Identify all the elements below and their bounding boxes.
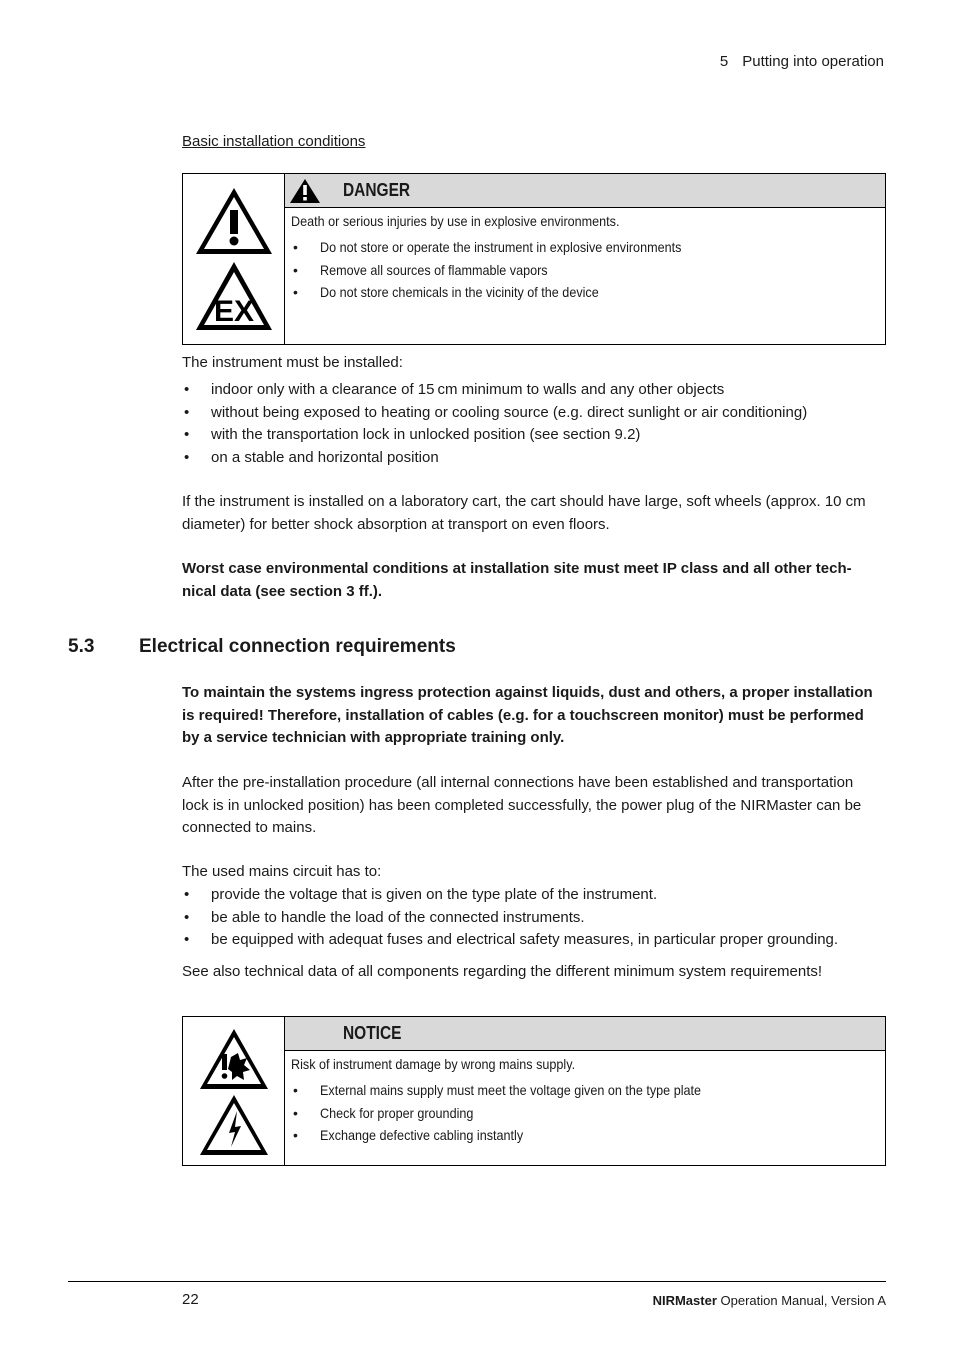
danger-list bbox=[291, 236, 879, 304]
worst-case-note: Worst case environmental conditions at installation site must meet IP class and all other tech-nical data (see section 3 ff.). bbox=[182, 560, 852, 600]
danger-signal-bar bbox=[285, 174, 885, 208]
danger-lead: Death or serious injuries by use in explosive environments. bbox=[291, 213, 620, 229]
warning-triangle-icon bbox=[289, 178, 321, 204]
list-item: • Do not store chemicals in the vicinity of the device bbox=[291, 281, 879, 304]
page-number: 22 bbox=[182, 1291, 199, 1308]
list-item: • indoor only with a clearance of 15 cm minimum to walls and any other objects bbox=[182, 379, 902, 402]
notice-icons bbox=[183, 1017, 285, 1165]
svg-text:EX: EX bbox=[213, 295, 254, 328]
list-item: • without being exposed to heating or cooling source (e.g. direct sunlight or air conditioning) bbox=[182, 402, 902, 425]
explosive-ex-icon bbox=[196, 262, 272, 330]
mains-list bbox=[182, 884, 902, 952]
notice-signal-bar bbox=[285, 1017, 885, 1051]
notice-box bbox=[182, 1016, 886, 1166]
install-intro: The instrument must be installed: bbox=[182, 354, 403, 371]
section-number: 5.3 bbox=[68, 636, 95, 657]
product-name: NIRMaster bbox=[652, 1293, 717, 1308]
section-heading bbox=[68, 636, 456, 658]
ingress-warning: To maintain the systems ingress protection against liquids, dust and others, a proper installation is required! Therefore, installation of cables (e.g. for a touchscreen monitor) must be performed by a service technician with appropriate training only. bbox=[182, 684, 873, 746]
list-item: • on a stable and horizontal position bbox=[182, 447, 902, 470]
chapter-title: Putting into operation bbox=[742, 53, 884, 70]
list-item: • Do not store or operate the instrument in explosive environments bbox=[291, 236, 879, 259]
footer-title bbox=[653, 1293, 886, 1308]
document-name: Operation Manual, Version A bbox=[716, 1293, 886, 1308]
cart-note: If the instrument is installed on a laboratory cart, the cart should have large, soft wheels (approx. 10 cm diameter) for better shock absorption at transport on even floors. bbox=[182, 493, 866, 533]
warning-icon bbox=[193, 184, 275, 334]
see-also-text: See also technical data of all components regarding the different minimum system requirements! bbox=[182, 963, 823, 980]
list-item: • External mains supply must meet the voltage given on the type plate bbox=[291, 1079, 879, 1102]
pre-installation-text: After the pre-installation procedure (all internal connections have been established and transportation lock is in unlocked position) has been completed successfully, the power plug of the NIRMaster can be connected to mains. bbox=[182, 774, 862, 836]
notice-lead: Risk of instrument damage by wrong mains supply. bbox=[291, 1056, 576, 1072]
list-item: • Check for proper grounding bbox=[291, 1102, 879, 1125]
install-list bbox=[182, 379, 902, 469]
footer-rule bbox=[68, 1281, 886, 1282]
electrical-hazard-icon bbox=[200, 1095, 268, 1155]
subheading: Basic installation conditions bbox=[182, 133, 366, 150]
list-item: • provide the voltage that is given on the type plate of the instrument. bbox=[182, 884, 902, 907]
chapter-number: 5 bbox=[719, 53, 729, 70]
running-header bbox=[720, 53, 884, 70]
device-damage-icon bbox=[198, 1025, 270, 1157]
list-item: • Remove all sources of flammable vapors bbox=[291, 259, 879, 282]
list-item: • be able to handle the load of the connected instruments. bbox=[182, 907, 902, 930]
notice-list bbox=[291, 1079, 879, 1147]
notice-signal-word: NOTICE bbox=[343, 1023, 402, 1043]
list-item: • be equipped with adequat fuses and electrical safety measures, in particular proper grounding. bbox=[182, 929, 902, 952]
section-title: Electrical connection requirements bbox=[139, 636, 456, 657]
danger-box bbox=[182, 173, 886, 345]
list-item: • with the transportation lock in unlocked position (see section 9.2) bbox=[182, 424, 902, 447]
list-item: • Exchange defective cabling instantly bbox=[291, 1124, 879, 1147]
danger-icons bbox=[183, 174, 285, 344]
mains-intro: The used mains circuit has to: bbox=[182, 863, 382, 880]
danger-signal-word: DANGER bbox=[343, 180, 411, 200]
